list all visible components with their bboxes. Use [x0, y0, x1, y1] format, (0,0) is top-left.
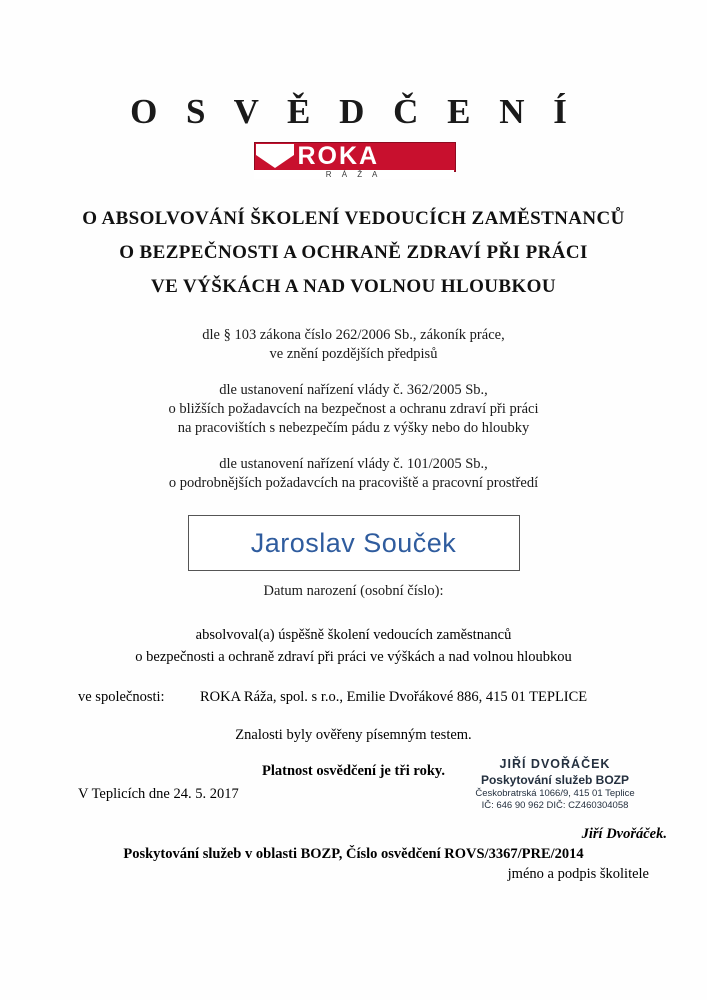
statement-line-2: o bezpečnosti a ochraně zdraví při práci ve výškách a nad volnou hloubkou — [135, 649, 572, 665]
company-value: ROKA Ráža, spol. s r.o., Emilie Dvořákové 886, 415 01 TEPLICE — [200, 689, 588, 705]
signature-name: Jiří Dvořáček. — [581, 826, 667, 842]
heading-line-3: VE VÝŠKÁCH A NAD VOLNOU HLOUBKOU — [151, 276, 556, 297]
participant-name: Jaroslav Souček — [250, 527, 457, 558]
signature-caption: jméno a podpis školitele — [507, 866, 649, 882]
birth-date-label: Datum narození (osobní číslo): — [263, 583, 444, 599]
logo-wordmark: ROKA — [297, 142, 380, 170]
completion-statements — [0, 626, 707, 667]
legal-block-3 — [0, 455, 707, 493]
legal-references — [0, 326, 707, 493]
company-row — [0, 689, 707, 709]
stamp-name: JIŘÍ DVOŘÁČEK — [499, 757, 611, 771]
company-label: ve společnosti: — [78, 689, 165, 705]
logo-wedge-triangle-icon — [256, 155, 294, 168]
stamp-ids: IČ: 646 90 962 DIČ: CZ460304058 — [481, 799, 629, 811]
participant-name-box — [188, 515, 520, 571]
issuer-footer: Poskytování služeb v oblasti BOZP, Číslo osvědčení ROVS/3367/PRE/2014 — [123, 846, 584, 862]
issuer-stamp — [440, 757, 670, 811]
legal-2-line-2: o bližších požadavcích na bezpečnost a ochranu zdraví při práci — [168, 401, 539, 417]
roka-logo — [254, 142, 454, 178]
legal-3-line-2: o podrobnějších požadavcích na pracoviště a pracovní prostředí — [168, 475, 539, 491]
statement-line-1: absolvoval(a) úspěšně školení vedoucích zaměstnanců — [195, 627, 512, 643]
heading-line-1: O ABSOLVOVÁNÍ ŠKOLENÍ VEDOUCÍCH ZAMĚSTNANCŮ — [82, 208, 625, 229]
legal-3-line-1: dle ustanovení nařízení vlády č. 101/2005 Sb., — [219, 456, 488, 472]
stamp-service: Poskytování služeb BOZP — [480, 772, 630, 787]
legal-block-2 — [0, 381, 707, 438]
place-and-date: V Teplicích dne 24. 5. 2017 — [78, 786, 239, 802]
legal-2-line-3: na pracovištích s nebezpečím pádu z výšky nebo do hloubky — [177, 420, 530, 436]
certificate-headings — [0, 208, 707, 298]
validity-text: Platnost osvědčení je tři roky. — [262, 763, 445, 779]
stamp-address: Českobratrská 1066/9, 415 01 Teplice — [475, 787, 635, 799]
legal-2-line-1: dle ustanovení nařízení vlády č. 362/2005 Sb., — [219, 382, 488, 398]
legal-1-line-2: ve znění pozdějších předpisů — [269, 346, 438, 362]
verification-text: Znalosti byly ověřeny písemným testem. — [235, 727, 472, 743]
heading-line-2: O BEZPEČNOSTI A OCHRANĚ ZDRAVÍ PŘI PRÁCI — [119, 242, 588, 263]
legal-block-1 — [0, 326, 707, 364]
legal-1-line-1: dle § 103 zákona číslo 262/2006 Sb., zákoník práce, — [202, 327, 505, 343]
logo-subtitle: R Á Ž A — [254, 170, 454, 179]
page-title: O S V Ě D Č E N Í — [130, 92, 577, 131]
